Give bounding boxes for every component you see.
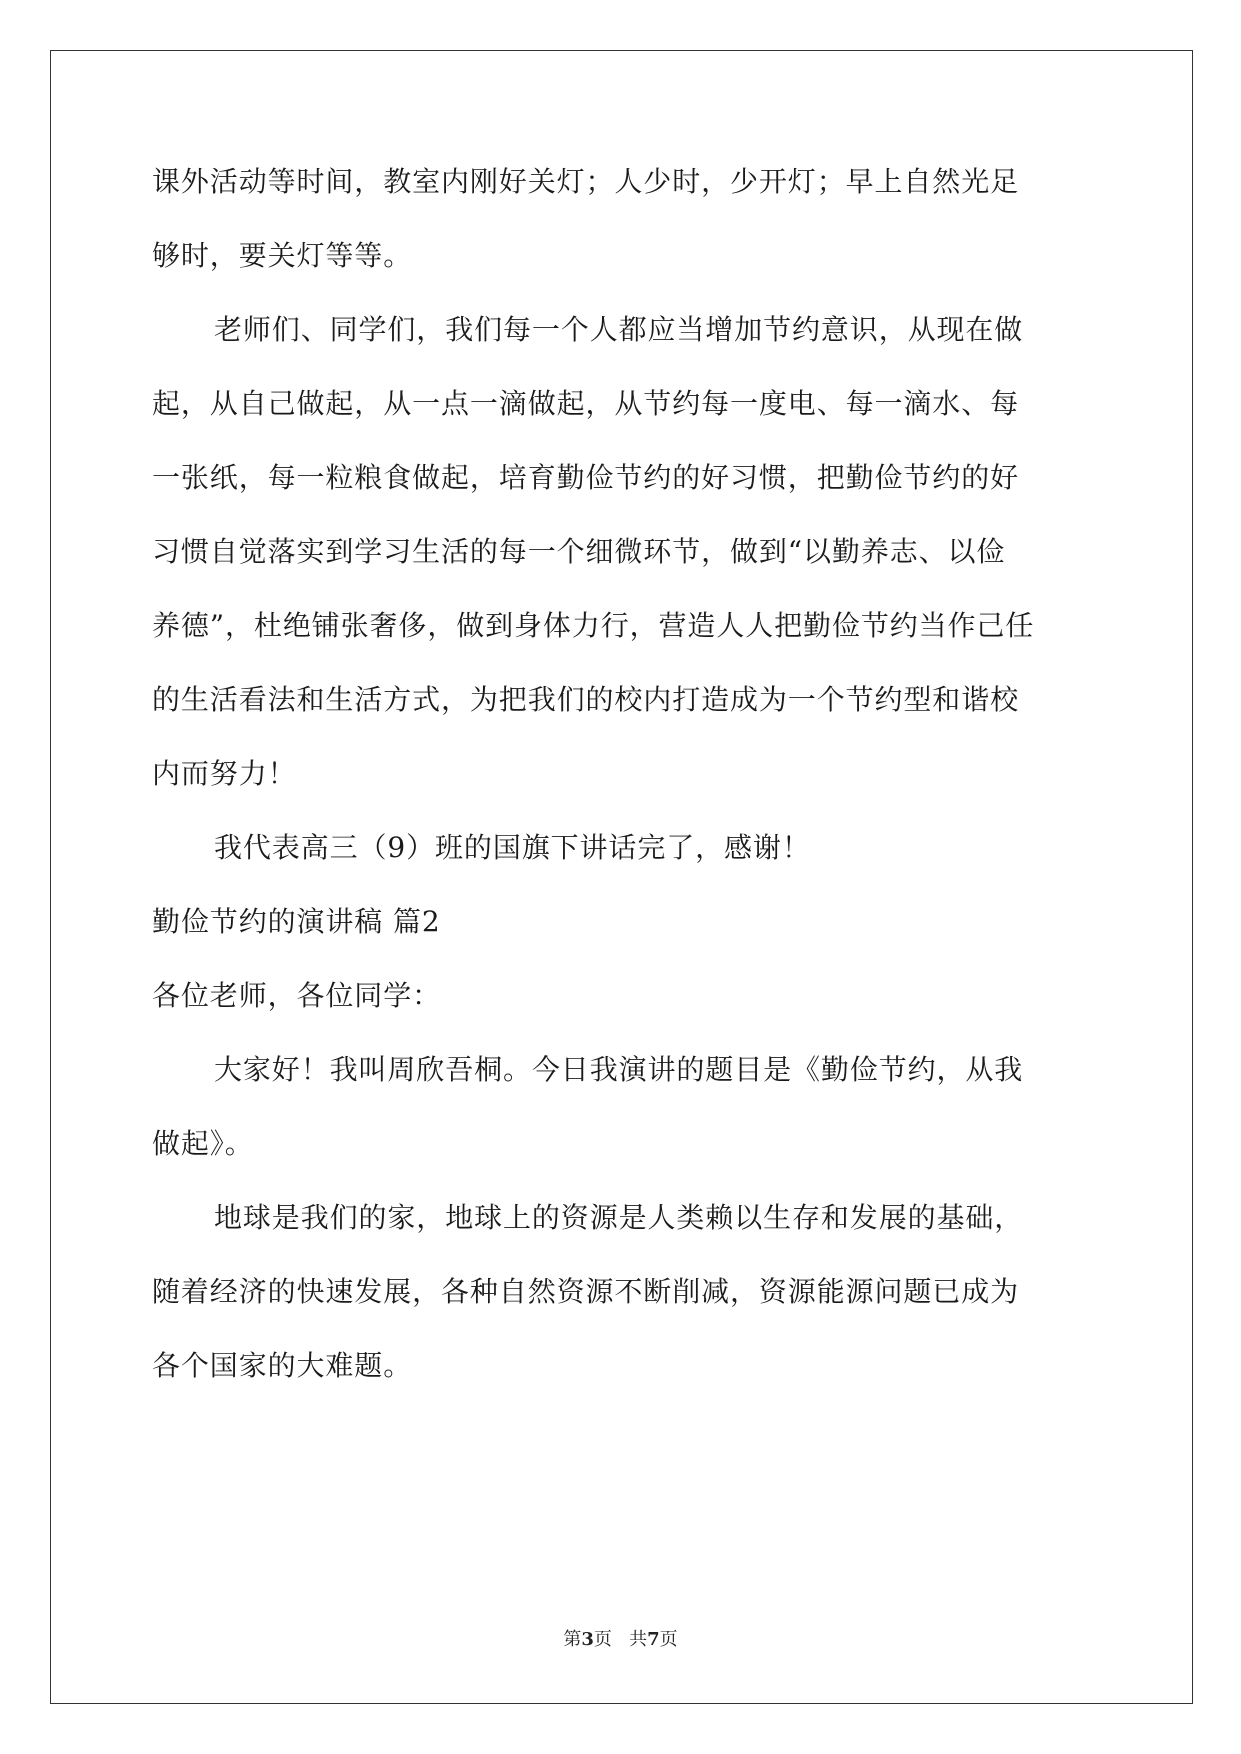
section-heading: 勤俭节约的演讲稿 篇2 (152, 905, 441, 938)
text-line: 习惯自觉落实到学习生活的每一个细微环节，做到“以勤养志、以俭 (152, 535, 1006, 568)
text-line: 的生活看法和生活方式，为把我们的校内打造成为一个节约型和谐校 (152, 683, 1020, 716)
text-line: 地球是我们的家，地球上的资源是人类赖以生存和发展的基础， (214, 1201, 1024, 1234)
total-prefix: 共 (629, 1629, 648, 1650)
total-pages-number: 7 (647, 1629, 660, 1650)
text-line: 内而努力！ (152, 757, 297, 790)
page-prefix: 第 (563, 1629, 582, 1650)
text-line: 养德”，杜绝铺张奢侈，做到身体力行，营造人人把勤俭节约当作己任 (152, 609, 1035, 642)
total-suffix: 页 (659, 1629, 678, 1650)
text-line: 课外活动等时间，教室内刚好关灯；人少时，少开灯；早上自然光足 (152, 165, 1020, 198)
text-line: 随着经济的快速发展，各种自然资源不断削减，资源能源问题已成为 (152, 1275, 1020, 1308)
text-line: 做起》。 (152, 1127, 254, 1160)
text-line: 我代表高三（9）班的国旗下讲话完了，感谢！ (214, 831, 811, 864)
text-line: 起，从自己做起，从一点一滴做起，从节约每一度电、每一滴水、每 (152, 387, 1020, 420)
current-page-number: 3 (581, 1629, 594, 1650)
text-line: 各个国家的大难题。 (152, 1349, 413, 1382)
text-line: 大家好！我叫周欣吾桐。今日我演讲的题目是《勤俭节约，从我 (214, 1053, 1024, 1086)
text-line: 一张纸，每一粒粮食做起，培育勤俭节约的好习惯，把勤俭节约的好 (152, 461, 1020, 494)
text-line: 老师们、同学们，我们每一个人都应当增加节约意识，从现在做 (214, 313, 1024, 346)
salutation: 各位老师，各位同学： (152, 979, 442, 1012)
page-footer (0, 1625, 1241, 1651)
page-border (50, 50, 1193, 1704)
page-suffix: 页 (593, 1629, 612, 1650)
text-line: 够时，要关灯等等。 (152, 239, 413, 272)
